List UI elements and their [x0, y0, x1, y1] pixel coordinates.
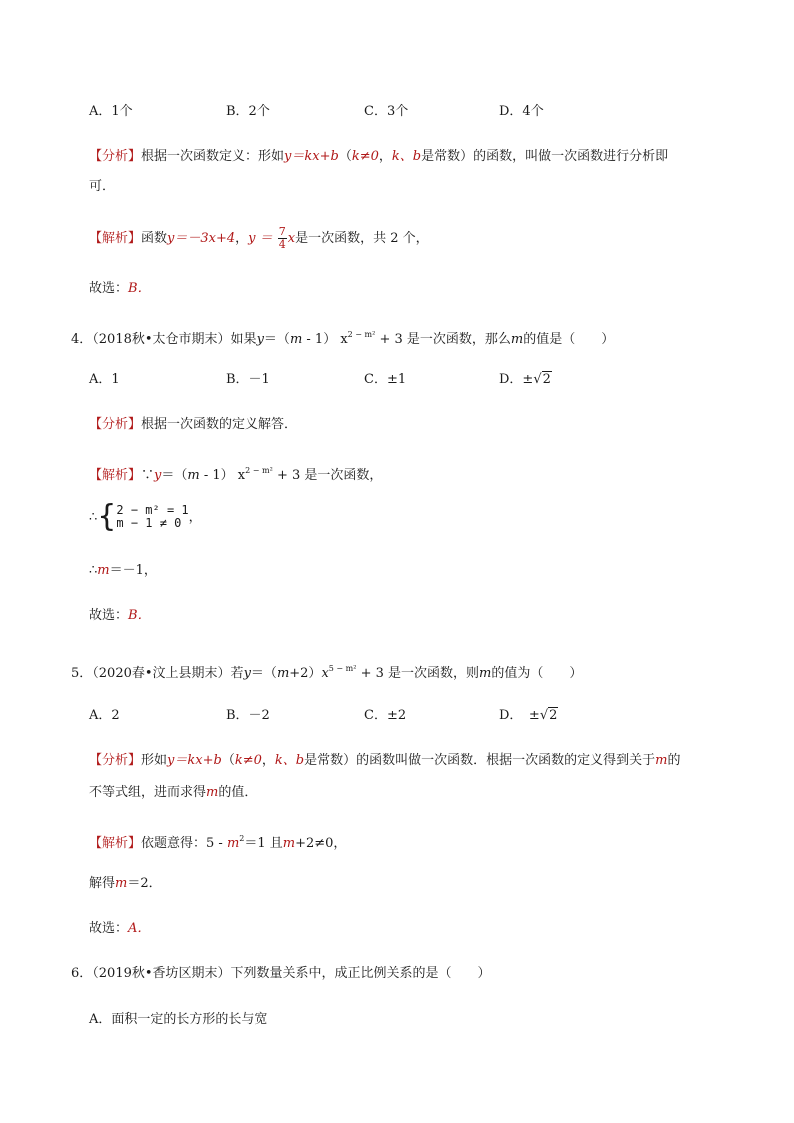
- q3-option-c[interactable]: C．3个: [364, 104, 409, 119]
- q5-solution: 【解析】依题意得：$5 - m^2=1$ 且m+2≠0，: [89, 834, 347, 851]
- sqrt-symbol: √2: [539, 708, 558, 723]
- q4-analysis: 【分析】根据一次函数的定义解答．: [89, 417, 298, 432]
- q4-option-d[interactable]: D．±√2: [499, 370, 552, 390]
- analysis-tag: 【分析】: [89, 149, 142, 164]
- q3-analysis: 【分析】根据一次函数定义：形如y＝kx+b（k≠0，k、b是常数）的函数，叫做一次函数进行分析即: [89, 149, 669, 164]
- q5-option-a[interactable]: A．2: [89, 708, 120, 723]
- q6-option-a[interactable]: A．面积一定的长方形的长与宽: [89, 1012, 268, 1027]
- analysis-tag: 【分析】: [89, 753, 142, 768]
- q3-option-d[interactable]: D．4个: [499, 104, 544, 119]
- q4-option-c[interactable]: C．±1: [364, 372, 407, 387]
- fraction: $\frac{7}{4}$: [278, 225, 286, 251]
- q4-option-a[interactable]: A．1: [89, 372, 120, 387]
- q5-option-c[interactable]: C．±2: [364, 708, 407, 723]
- q3-option-b[interactable]: B．2个: [226, 104, 270, 119]
- q5-option-b[interactable]: B．－2: [226, 708, 270, 723]
- sqrt-symbol: √2: [533, 372, 551, 387]
- q3-analysis-cont: 可．: [89, 179, 116, 194]
- q6-stem: 6．（2019秋•香坊区期末）下列数量关系中，成正比例关系的是（ ）: [71, 966, 491, 981]
- q5-stem: 5．（2020春•汶上县期末）若$y=(m+2)x^{5 - m^2} + 3$ 是一次函数，则m的值为（ ）: [71, 664, 583, 681]
- q3-answer: 故选：B．: [89, 281, 151, 296]
- q5-analysis: 【分析】形如y＝kx+b（k≠0，k、b是常数）的函数叫做一次函数．根据一次函数的定义得到关于m的: [89, 753, 681, 768]
- q5-option-d[interactable]: D． ±√2: [499, 706, 558, 726]
- q4-solution: 【解析】∵y＝（m - 1） $x^{2 - m^2} + 3$ 是一次函数，: [89, 466, 383, 483]
- analysis-tag: 【分析】: [89, 417, 142, 432]
- q5-result: 解得m＝2．: [89, 876, 162, 891]
- q4-result: ∴m＝－1，: [89, 563, 157, 578]
- q5-analysis-cont: 不等式组，进而求得m的值．: [89, 785, 258, 800]
- q4-option-b[interactable]: B．－1: [226, 372, 270, 387]
- q3-solution: 【解析】函数y＝－3x+4，y ＝ $\frac{7}{4}$ x是一次函数，共 2 个，: [89, 225, 429, 251]
- solution-tag: 【解析】: [89, 836, 142, 851]
- q4-answer: 故选：B．: [89, 608, 151, 623]
- q4-equation-system: ∴{ 2 − m² = 1 m − 1 ≠ 0 ，: [89, 499, 202, 534]
- solution-tag: 【解析】: [89, 468, 142, 483]
- q4-stem: 4．（2018秋•太仓市期末）如果y＝（m - 1） $x^{2 - m^2} + 3$ 是一次函数，那么m的值是（ ）: [71, 330, 615, 347]
- solution-tag: 【解析】: [89, 231, 142, 246]
- q5-answer: 故选：A．: [89, 921, 151, 936]
- q3-option-a[interactable]: A．1个: [89, 104, 133, 119]
